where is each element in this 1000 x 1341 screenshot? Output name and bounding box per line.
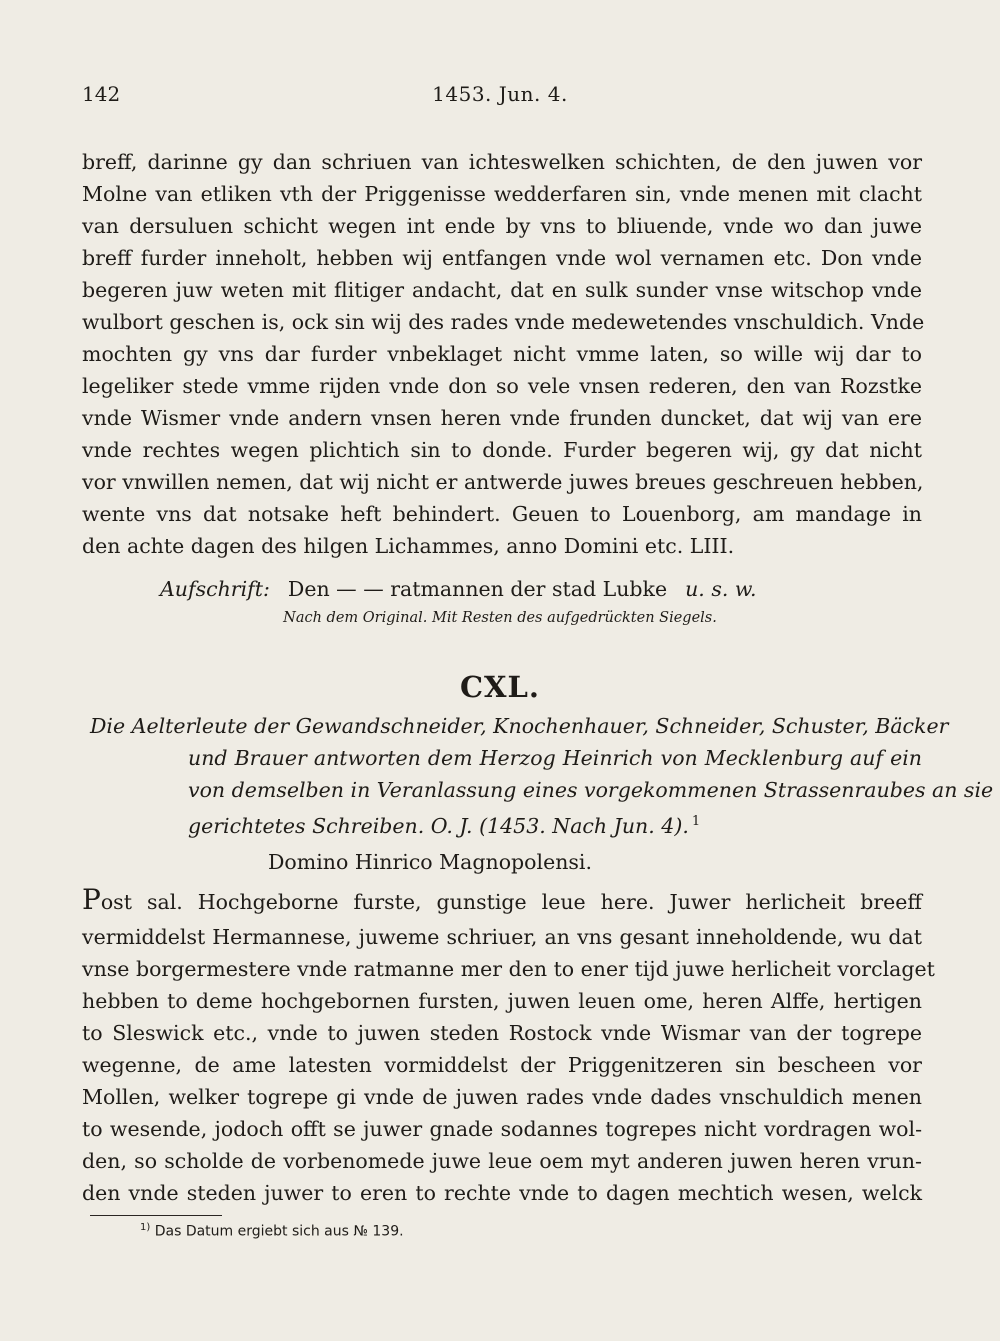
text-line: hebben to deme hochgebornen fursten, juwen leuen ome, heren Alffe, hertigen [82, 989, 922, 1013]
text-line: legeliker stede vmme rijden vnde don so vele vnsen rederen, den van Rozstke [82, 374, 922, 398]
text-line: vor vnwillen nemen, dat wij nicht er antwerde juwes breues geschreuen hebben, [82, 470, 924, 494]
text-line: vermiddelst Hermannese, juweme schriuer, an vns gesant inneholdende, wu dat [82, 925, 922, 949]
address-label: Aufschrift: [160, 577, 270, 601]
text-line: wente vns dat notsake heft behindert. Geuen to Louenborg, am mandage in [82, 502, 922, 526]
text-line: to Sleswick etc., vnde to juwen steden Rostock vnde Wismar van der togrepe [82, 1021, 922, 1045]
regest-line: Die Aelterleute der Gewandschneider, Knochenhauer, Schneider, Schuster, Bäcker [90, 714, 949, 738]
footnote-reference: 1 [691, 814, 701, 829]
running-head [0, 82, 1000, 116]
footnote-divider [90, 1215, 222, 1216]
document-number: CXL. [459, 670, 541, 704]
address-text: Den — — ratmannen der stad Lubke [287, 577, 668, 601]
text-line: Mollen, welker togrepe gi vnde de juwen rades vnde dades vnschuldich menen [82, 1085, 922, 1109]
text-line: den achte dagen des hilgen Lichammes, anno Domini etc. LIII. [82, 534, 735, 558]
text-line: vnde rechtes wegen plichtich sin to donde. Furder begeren wij, gy dat nicht [82, 438, 922, 462]
text-line: wegenne, de ame latesten vormiddelst der Priggenitzeren sin bescheen vor [82, 1053, 922, 1077]
text-line: begeren juw weten mit flitiger andacht, dat en sulk sunder vnse witschop vnde [82, 278, 922, 302]
footnote-marker: 1) [140, 1222, 151, 1233]
salutation: Domino Hinrico Magnopolensi. [268, 850, 592, 874]
regest-line: und Brauer antworten dem Herzog Heinrich von Mecklenburg auf ein [188, 746, 922, 770]
regest-text: gerichtetes Schreiben. O. J. (1453. Nach Jun. 4). [188, 813, 689, 838]
page-number: 142 [82, 82, 121, 106]
initial-letter: P [82, 883, 101, 916]
text-line: van dersuluen schicht wegen int ende by vns to bliuende, vnde wo dan juwe [82, 214, 922, 238]
text-first-line: ost sal. Hochgeborne furste, gunstige leue here. Juwer herlicheit breeff [100, 890, 922, 914]
text-line: Molne van etliken vth der Priggenisse wedderfaren sin, vnde menen mit clacht [82, 182, 922, 206]
text-line: den, so scholde de vorbenomede juwe leue oem myt anderen juwen heren vrun- [82, 1149, 922, 1173]
text-line: den vnde steden juwer to eren to rechte vnde to dagen mechtich wesen, welck [82, 1181, 922, 1205]
text-line-first [82, 884, 922, 918]
regest-line-last [188, 806, 922, 842]
text-line: breff, darinne gy dan schriuen van ichteswelken schichten, de den juwen vor [82, 150, 922, 174]
text-line: wulbort geschen is, ock sin wij des rades vnde medewetendes vnschuldich. Vnde [82, 310, 925, 334]
text-line: to wesende, jodoch offt se juwer gnade sodannes togrepes nicht vordragen wol- [82, 1117, 922, 1141]
running-head-date: 1453. Jun. 4. [432, 82, 568, 106]
text-line: vnse borgermestere vnde ratmanne mer den to ener tijd juwe herlicheit vorclaget [82, 957, 935, 981]
address-usw: u. s. w. [685, 577, 757, 601]
regest-line: von demselben in Veranlassung eines vorgekommenen Strassenraubes an sie [188, 778, 994, 802]
source-note: Nach dem Original. Mit Resten des aufgedrückten Siegels. [283, 610, 717, 626]
address-line [160, 573, 757, 605]
footnote-text: Das Datum ergiebt sich aus № 139. [154, 1223, 404, 1240]
text-line: mochten gy vns dar furder vnbeklaget nicht vmme laten, so wille wij dar to [82, 342, 922, 366]
text-line: breff furder inneholt, hebben wij entfangen vnde wol vernamen etc. Don vnde [82, 246, 922, 270]
text-line: vnde Wismer vnde andern vnsen heren vnde frunden duncket, dat wij van ere [82, 406, 922, 430]
footnote [140, 1222, 404, 1240]
